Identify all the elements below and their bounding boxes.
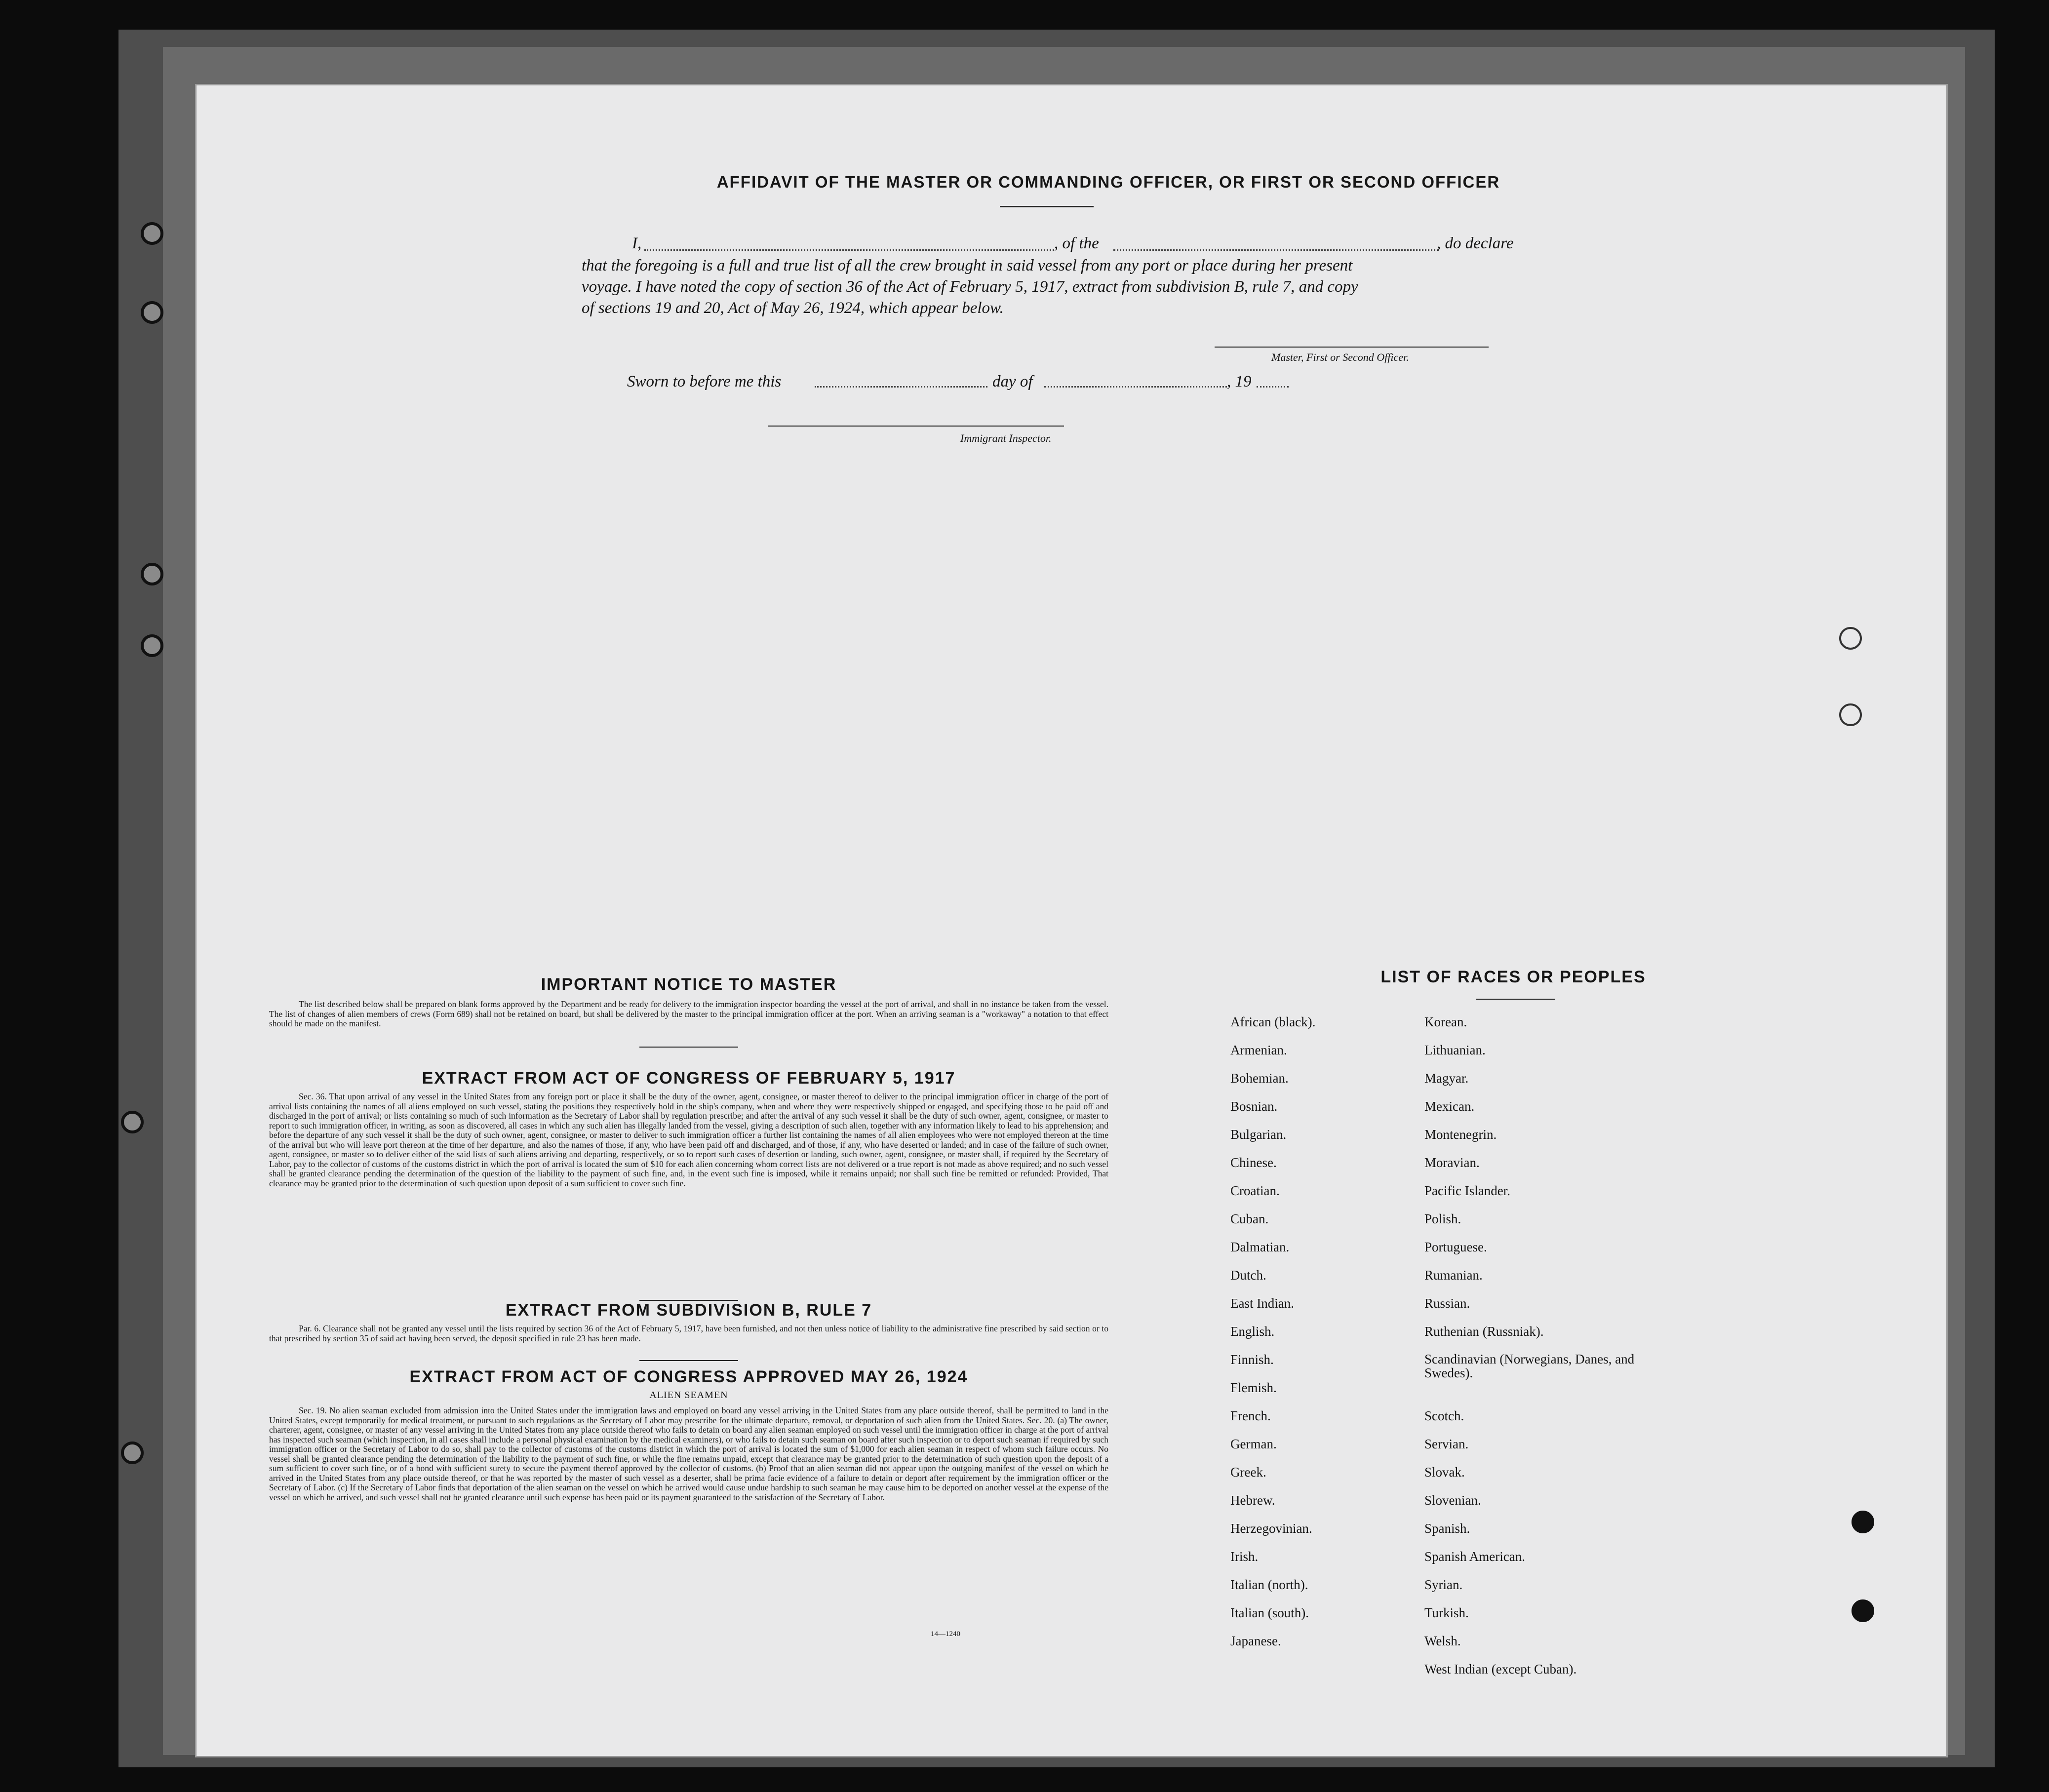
binder-hole xyxy=(121,1441,144,1464)
race-item: Montenegrin. xyxy=(1424,1127,1497,1142)
race-item: Ruthenian (Russniak). xyxy=(1424,1324,1544,1339)
race-item: Russian. xyxy=(1424,1296,1470,1311)
race-item: African (black). xyxy=(1230,1014,1316,1029)
extract-1917-text: Sec. 36. That upon arrival of any vessel in the United States from any foreign port or place it shall be the duty of the owner, agent, consignee, or master thereof to deliver to the principal immigration officer in charge of the port of arrival lists containing the names of all aliens employed on such vessel, stating the positions they respectively hold in the ship's company, when and where they were respectively shipped or engaged, and specifying those to be paid off and discharged in the port of arrival; or lists containing so much of such information as the Secretary of Labor shall by regulation prescribe; and after the arrival of any such vessel it shall be the duty of such owner, agent, consignee, or master to report to such immigration officer, in writing, as soon as discovered, all cases in which any such alien has illegally landed from the vessel, giving a description of such alien, together with any information likely to lead to his apprehension; and before the departure of any such vessel it shall be the duty of such owner, agent, consignee, or master to deliver to such immigration officer a further list containing the names of all alien employees who were not employed thereon at the time of the arrival but who will leave port thereon at the time of her departure, and also the names of those, if any, who have been paid off and discharged, and of those, if any, who have deserted or landed; and in case of the failure of such owner, agent, consignee, or master so to deliver either of the said lists of such aliens arriving and departing, respectively, or so to report such cases of desertion or landing, such owner, agent, consignee, or master shall, if required by the Secretary of Labor, pay to the collector of customs of the customs district in which the port of arrival is located the sum of $10 for each alien concerning whom correct lists are not delivered or a true report is not made as above required; and no such vessel shall be granted clearance pending the determination of the question of the liability to the payment of such fine, and, in the event such fine is imposed, while it remains unpaid; nor shall such fine be remitted or refunded: Provided, That clearance may be granted prior to the determination of such question upon deposit of a sum sufficient to cover such fine. xyxy=(269,1091,1108,1188)
race-item: Scotch. xyxy=(1424,1408,1464,1423)
race-item: Magyar. xyxy=(1424,1071,1469,1086)
race-item: German. xyxy=(1230,1437,1277,1451)
alien-seamen-subtitle: ALIEN SEAMEN xyxy=(649,1390,728,1401)
race-item: Italian (south). xyxy=(1230,1605,1309,1620)
punch-hole xyxy=(1852,1599,1874,1622)
subdivision-title: EXTRACT FROM SUBDIVISION B, RULE 7 xyxy=(505,1301,872,1320)
form-page xyxy=(195,84,1948,1757)
race-item: East Indian. xyxy=(1230,1296,1294,1311)
sworn-day-blank[interactable] xyxy=(815,386,987,388)
binder-hole xyxy=(141,301,163,324)
affidavit-line4: of sections 19 and 20, Act of May 26, 1924, which appear below. xyxy=(582,299,1004,317)
extract-1917-title: EXTRACT FROM ACT OF CONGRESS OF FEBRUARY 5, 1917 xyxy=(422,1069,956,1088)
race-item: Chinese. xyxy=(1230,1155,1277,1170)
title-rule xyxy=(1000,206,1094,207)
binder-hole xyxy=(141,634,163,657)
inspector-signature-line[interactable] xyxy=(768,426,1064,427)
sworn-month-blank[interactable] xyxy=(1044,386,1227,388)
affidavit-of-the: , of the xyxy=(1054,234,1099,252)
race-item: Rumanian. xyxy=(1424,1268,1483,1283)
affidavit-line2: that the foregoing is a full and true list of all the crew brought in said vessel from any port or place during her present xyxy=(582,257,1353,274)
punch-hole xyxy=(1839,627,1862,650)
race-item: Servian. xyxy=(1424,1437,1469,1451)
master-signature-line[interactable] xyxy=(1215,347,1489,348)
race-item: Finnish. xyxy=(1230,1352,1274,1367)
notice-title: IMPORTANT NOTICE TO MASTER xyxy=(541,975,837,994)
races-right-column xyxy=(1424,1014,1637,1690)
binder-hole xyxy=(141,563,163,585)
race-item: Moravian. xyxy=(1424,1155,1480,1170)
race-item: Croatian. xyxy=(1230,1183,1280,1198)
race-item: Portuguese. xyxy=(1424,1240,1487,1254)
binder-hole xyxy=(141,222,163,245)
affidavit-line3: voyage. I have noted the copy of section 36 of the Act of February 5, 1917, extract from subdivision B, rule 7, and copy xyxy=(582,278,1358,296)
binder-hole xyxy=(121,1111,144,1133)
race-item: French. xyxy=(1230,1408,1271,1423)
affidavit-title: AFFIDAVIT OF THE MASTER OR COMMANDING OFFICER, OR FIRST OR SECOND OFFICER xyxy=(716,173,1500,191)
race-item: English. xyxy=(1230,1324,1275,1339)
race-item: Pacific Islander. xyxy=(1424,1183,1510,1198)
race-item: Herzegovinian. xyxy=(1230,1521,1312,1536)
punch-hole xyxy=(1852,1511,1874,1533)
race-item: Japanese. xyxy=(1230,1634,1281,1648)
race-item: Bulgarian. xyxy=(1230,1127,1287,1142)
race-item: Korean. xyxy=(1424,1014,1467,1029)
race-item: Lithuanian. xyxy=(1424,1043,1486,1057)
race-item: Irish. xyxy=(1230,1549,1259,1564)
race-item: Bosnian. xyxy=(1230,1099,1278,1114)
section-rule xyxy=(639,1360,738,1361)
races-left-column xyxy=(1230,1014,1408,1662)
race-item: Flemish. xyxy=(1230,1380,1277,1395)
master-name-blank[interactable] xyxy=(644,249,1054,251)
race-item: Bohemian. xyxy=(1230,1071,1289,1086)
master-caption: Master, First or Second Officer. xyxy=(1271,351,1409,363)
notice-text: The list described below shall be prepared on blank forms approved by the Department and be ready for delivery to the immigration inspector boarding the vessel at the port of arrival, and shall in no instance be taken from the vessel. The list of changes of alien members of crews (Form 689) shall not be retained on board, but shall be delivered by the master to the principal immigration officer at the port. When an arriving seaman is a "workaway" a notation to that effect should be made on the manifest. xyxy=(269,999,1108,1028)
affidavit-i: I, xyxy=(632,234,642,252)
punch-hole xyxy=(1839,703,1862,726)
race-item: Dalmatian. xyxy=(1230,1240,1290,1254)
sworn-day-of: day of xyxy=(992,373,1033,390)
sworn-year: , 19 xyxy=(1227,373,1252,390)
extract-1924-text: Sec. 19. No alien seaman excluded from admission into the United States under the immigration laws and employed on board any vessel arriving in the United States from any place outside thereof, shall be permitted to land in the United States, except temporarily for medical treatment, or pursuant to such regulations as the Secretary of Labor may prescribe for the ultimate departure, removal, or deportation of such alien from the United States. Sec. 20. (a) The owner, charterer, agent, consignee, or master of any vessel arriving in the United States from any place outside thereof who fails to detain on board any alien seaman employed on such vessel until the immigration officer in charge at the port of arrival has inspected such seaman (which inspection, in all cases shall include a personal physical examination by the medical examiners), or who fails to detain such seaman on board after such inspection or to deport such seaman if required by such immigration officer or the Secretary of Labor to do so, shall pay to the collector of customs of the customs district in which the port of arrival is located the sum of $1,000 for each alien seaman in respect of whom such failure occurs. No vessel shall be granted clearance pending the determination of the liability to the payment of such fine, or while the fine remains unpaid, except that clearance may be granted prior to the determination of such question upon the deposit of a sum sufficient to cover such fine, or of a bond with sufficient surety to secure the payment thereof approved by the collector of customs. (b) Proof that an alien seaman did not appear upon the outgoing manifest of the vessel on which he arrived in the United States from any place outside thereof, or that he was reported by the master of such vessel as a deserter, shall be prima facie evidence of a failure to detain or deport after requirement by the immigration officer or the Secretary of Labor. (c) If the Secretary of Labor finds that deportation of the alien seaman on the vessel on which he arrived would cause undue hardship to such seaman he may cause him to be deported on another vessel at the expense of the vessel on which he arrived, and such vessel shall not be granted clearance until such expense has been paid or its payment guaranteed to the satisfaction of the Secretary of Labor. xyxy=(269,1405,1108,1502)
race-item: West Indian (except Cuban). xyxy=(1424,1662,1577,1676)
race-item: Spanish American. xyxy=(1424,1549,1525,1564)
vessel-name-blank[interactable] xyxy=(1113,249,1439,251)
race-item: Cuban. xyxy=(1230,1211,1269,1226)
subdivision-text: Par. 6. Clearance shall not be granted any vessel until the lists required by section 36 of the Act of February 5, 1917, have been furnished, and not then unless notice of liability to the administrative fine prescribed by said section or to that prescribed by section 35 of said act having been served, the deposit specified in rule 23 has been made. xyxy=(269,1324,1108,1343)
sworn-text: Sworn to before me this xyxy=(627,373,782,390)
race-item: Mexican. xyxy=(1424,1099,1475,1114)
race-item: Spanish. xyxy=(1424,1521,1470,1536)
race-item: Slovak. xyxy=(1424,1465,1465,1480)
section-rule xyxy=(639,1047,738,1048)
races-title: LIST OF RACES OR PEOPLES xyxy=(1380,968,1646,986)
race-item: Italian (north). xyxy=(1230,1577,1308,1592)
races-title-rule xyxy=(1476,999,1555,1000)
race-item: Dutch. xyxy=(1230,1268,1266,1283)
race-item: Slovenian. xyxy=(1424,1493,1481,1508)
sworn-year-blank[interactable] xyxy=(1257,386,1289,388)
inspector-caption: Immigrant Inspector. xyxy=(960,432,1052,444)
form-number: 14—1240 xyxy=(931,1630,960,1638)
race-item: Welsh. xyxy=(1424,1634,1461,1648)
race-item: Hebrew. xyxy=(1230,1493,1275,1508)
race-item: Syrian. xyxy=(1424,1577,1463,1592)
affidavit-do-declare: , do declare xyxy=(1437,234,1514,252)
race-item: Armenian. xyxy=(1230,1043,1287,1057)
race-item: Turkish. xyxy=(1424,1605,1469,1620)
race-item: Polish. xyxy=(1424,1211,1461,1226)
race-item: Greek. xyxy=(1230,1465,1266,1480)
race-item: Scandinavian (Norwegians, Danes, and Swedes). xyxy=(1424,1352,1635,1380)
extract-1924-title: EXTRACT FROM ACT OF CONGRESS APPROVED MAY 26, 1924 xyxy=(409,1367,968,1386)
